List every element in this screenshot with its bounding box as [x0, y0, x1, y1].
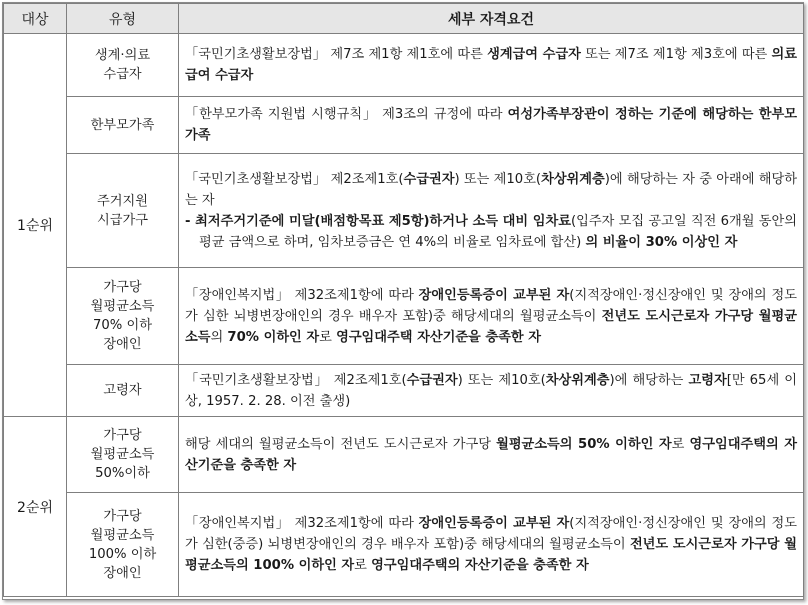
detail-paragraph: [185, 370, 797, 412]
detail-text: (지적장애인·정신장애인 및 장애의 정도가 심한 뇌병변장애인의 경우 배우자 포함)중 해당세대의 월평균소득이: [185, 287, 797, 324]
detail-paragraph: [185, 513, 797, 576]
type-line: 100% 이하: [88, 546, 157, 562]
detail-cell: [179, 365, 804, 417]
type-line: 월평균소득: [90, 447, 155, 462]
detail-text: (입주자 모집 공고일 직전 6개월 동안의 평균 금액으로 하며, 임차보증금은 연 4%의 비율로 임차료에 합산): [199, 213, 797, 250]
detail-text: 또는 제7조 제1항 제3호에 따른: [580, 47, 772, 62]
header-row: [4, 4, 804, 34]
type-line: 장애인: [103, 565, 142, 581]
type-line: 50%이하: [95, 466, 150, 481]
detail-text: 로: [319, 329, 337, 345]
detail-text: ) 또는 제10호(: [454, 171, 542, 187]
detail-cell: [179, 417, 804, 493]
detail-text: 「한부모가족 지원법 시행규칙」 제3조의 규정에 따라: [185, 107, 508, 122]
detail-text-bold: 의료급여 수급자: [185, 47, 798, 83]
detail-text-bold: 영구임대주택 자산기준을 충족한 자: [336, 329, 541, 345]
detail-text-bold: - 최저주거기준에 미달(배점항목표 제5항)하거나 소득 대비 임차료: [185, 213, 571, 229]
detail-text-bold: 여성가족부장관이 정하는 기준에 해당하는 한부모가족: [185, 107, 798, 143]
detail-text-bold: 수급권자: [403, 171, 455, 187]
table-row: [4, 34, 804, 97]
type-line: 시급가구: [97, 212, 148, 228]
type-cell: [67, 154, 179, 268]
header-type: 유형: [67, 4, 179, 34]
type-line: 생계·의료: [94, 48, 151, 63]
detail-text-bold: 차상위계층: [541, 171, 605, 187]
type-cell: [67, 365, 179, 417]
detail-paragraph: [185, 434, 797, 476]
detail-cell: [179, 493, 804, 597]
type-cell: [67, 268, 179, 365]
detail-text: (지적장애인·정신장애인 및 장애의 정도가 심한(중증) 뇌병변장애인의 경우 배우자 포함)중 해당세대의 월평균소득이: [185, 516, 797, 552]
type-cell: [67, 34, 179, 97]
table-row: [4, 154, 804, 268]
type-line: 한부모가족: [90, 117, 155, 133]
detail-paragraph: [185, 44, 797, 86]
detail-paragraph: [185, 169, 797, 211]
detail-bullet: [185, 211, 797, 253]
type-line: 수급자: [103, 67, 142, 82]
detail-text: ) 또는 제10호(: [457, 372, 546, 388]
detail-text-bold: 장애인등록증이 교부된 자: [418, 516, 570, 531]
table-row: [4, 365, 804, 417]
detail-text-bold: 생계급여 수급자: [487, 47, 581, 62]
table-row: [4, 493, 804, 597]
detail-paragraph: [185, 285, 797, 348]
detail-text-bold: 월평균소득의 50% 이하인 자: [496, 436, 672, 452]
detail-text-bold: 전년도 도시근로자 가구당 월평균소득: [185, 308, 797, 345]
detail-text-bold: 고령자: [688, 372, 727, 388]
detail-text: 로: [671, 436, 690, 452]
detail-text: 「장애인복지법」 제32조제1항에 따라: [185, 287, 419, 303]
rank-cell: 2순위: [4, 417, 67, 597]
detail-text-bold: 영구임대주택의 자산기준을 충족한 자: [371, 558, 589, 573]
eligibility-table-frame: [2, 2, 804, 600]
detail-text-bold: 영구임대주택의 자산기준을 충족한 자: [185, 436, 797, 473]
detail-text: 로: [354, 558, 372, 573]
detail-cell: [179, 268, 804, 365]
header-detail: 세부 자격요건: [179, 4, 804, 34]
type-line: 고령자: [103, 383, 142, 398]
detail-text-bold: 의 비율이 30% 이상인 자: [585, 234, 738, 250]
type-line: 가구당: [103, 428, 142, 443]
type-line: 주거지원: [97, 193, 148, 209]
detail-cell: [179, 97, 804, 154]
type-cell: [67, 417, 179, 493]
detail-text: 의: [210, 329, 228, 345]
type-line: 월평균소득: [90, 299, 155, 314]
type-line: 가구당: [103, 508, 142, 524]
detail-cell: [179, 154, 804, 268]
type-cell: [67, 493, 179, 597]
table-row: [4, 268, 804, 365]
eligibility-table: [3, 3, 804, 597]
detail-text-bold: 70% 이하인 자: [227, 329, 320, 345]
detail-text-bold: 장애인등록증이 교부된 자: [418, 287, 570, 303]
table-row: [4, 417, 804, 493]
detail-text: [만 65세 이상, 1957. 2. 28. 이전 출생): [185, 372, 797, 409]
type-line: 70% 이하: [93, 318, 152, 333]
table-row: [4, 97, 804, 154]
detail-text: 「국민기초생활보장법」 제2조제1호(: [185, 171, 404, 187]
type-line: 가구당: [103, 280, 142, 295]
detail-cell: [179, 34, 804, 97]
detail-text: 「장애인복지법」 제32조제1항에 따라: [185, 516, 419, 531]
detail-text: 「국민기초생활보장법」 제7조 제1항 제1호에 따른: [185, 47, 488, 62]
detail-paragraph: [185, 104, 797, 146]
detail-text: 해당 세대의 월평균소득이 전년도 도시근로자 가구당: [185, 436, 497, 452]
table-body: [4, 34, 804, 597]
type-cell: [67, 97, 179, 154]
type-line: 월평균소득: [90, 527, 155, 543]
detail-text-bold: 전년도 도시근로자 가구당 월평균소득의 100% 이하인 자: [185, 537, 797, 573]
type-line: 장애인: [103, 337, 142, 352]
header-target: 대상: [4, 4, 67, 34]
detail-text: )에 해당하는: [609, 372, 689, 388]
rank-cell: 1순위: [4, 34, 67, 417]
detail-text: 「국민기초생활보장법」 제2조제1호(: [185, 372, 407, 388]
detail-text-bold: 수급권자: [406, 372, 458, 388]
detail-text: )에 해당하는 자 중 아래에 해당하는 자: [185, 171, 797, 208]
detail-text-bold: 차상위계층: [545, 372, 610, 388]
